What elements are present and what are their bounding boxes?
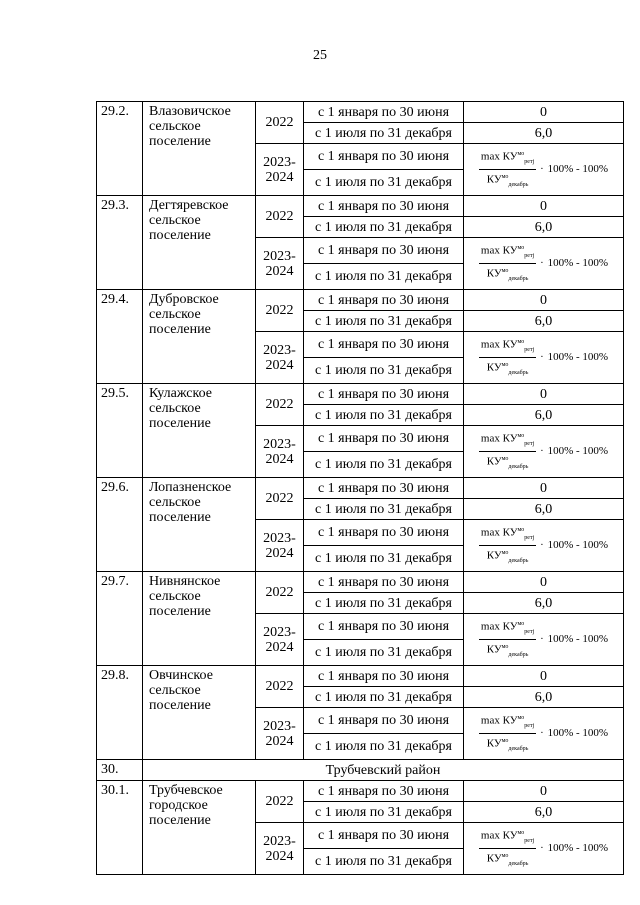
year-cell: 2023-2024	[256, 426, 304, 478]
period-cell: с 1 июля по 31 декабря	[304, 358, 464, 384]
year-cell: 2022	[256, 478, 304, 520]
formula-denominator: $КУ^{мо}_{декабрь}$	[486, 643, 529, 658]
formula-denominator: $КУ^{мо}_{декабрь}$	[486, 737, 529, 752]
formula-rest: 100% - 100%	[547, 257, 609, 269]
district-row	[97, 760, 624, 781]
formula-cell	[464, 708, 624, 760]
period-cell: с 1 июля по 31 декабря	[304, 734, 464, 760]
row-number: 29.2.	[97, 102, 143, 196]
row-number: 29.7.	[97, 572, 143, 666]
formula-fraction	[479, 242, 536, 285]
year-cell: 2023-2024	[256, 144, 304, 196]
value-cell: 0	[464, 781, 624, 802]
year-cell: 2022	[256, 384, 304, 426]
period-cell: с 1 июля по 31 декабря	[304, 217, 464, 238]
formula-numerator: $\max КУ^{мо}_{ретj}$	[479, 242, 536, 264]
period-cell: с 1 января по 30 июня	[304, 572, 464, 593]
formula	[464, 618, 623, 661]
formula-denominator: $КУ^{мо}_{декабрь}$	[486, 852, 529, 867]
formula-cell	[464, 332, 624, 384]
period-cell: с 1 января по 30 июня	[304, 238, 464, 264]
year-cell: 2023-2024	[256, 520, 304, 572]
district-name: Трубчевский район	[143, 760, 624, 781]
period-cell: с 1 июля по 31 декабря	[304, 687, 464, 708]
formula-multiply: ·	[540, 352, 544, 363]
formula-fraction	[479, 336, 536, 379]
formula-rest: 100% - 100%	[547, 163, 609, 175]
table-row	[97, 290, 624, 311]
period-cell: с 1 июля по 31 декабря	[304, 170, 464, 196]
value-cell: 6,0	[464, 499, 624, 520]
period-cell: с 1 января по 30 июня	[304, 781, 464, 802]
period-cell: с 1 января по 30 июня	[304, 666, 464, 687]
page-number: 25	[313, 48, 327, 63]
period-cell: с 1 января по 30 июня	[304, 196, 464, 217]
period-cell: с 1 июля по 31 декабря	[304, 640, 464, 666]
formula-cell	[464, 426, 624, 478]
row-number: 29.3.	[97, 196, 143, 290]
period-cell: с 1 июля по 31 декабря	[304, 546, 464, 572]
period-cell: с 1 июля по 31 декабря	[304, 405, 464, 426]
year-cell: 2022	[256, 572, 304, 614]
formula-multiply: ·	[540, 728, 544, 739]
formula-multiply: ·	[540, 164, 544, 175]
formula-denominator: $КУ^{мо}_{декабрь}$	[486, 549, 529, 564]
period-cell: с 1 июля по 31 декабря	[304, 593, 464, 614]
formula-denominator: $КУ^{мо}_{декабрь}$	[486, 361, 529, 376]
table-row	[97, 196, 624, 217]
period-cell: с 1 января по 30 июня	[304, 708, 464, 734]
settlement-name: Овчинское сельское поселение	[143, 666, 256, 760]
period-cell: с 1 января по 30 июня	[304, 478, 464, 499]
year-cell: 2022	[256, 781, 304, 823]
period-cell: с 1 января по 30 июня	[304, 520, 464, 546]
row-number: 29.8.	[97, 666, 143, 760]
formula	[464, 336, 623, 379]
year-cell: 2023-2024	[256, 708, 304, 760]
period-cell: с 1 июля по 31 декабря	[304, 123, 464, 144]
formula	[464, 524, 623, 567]
value-cell: 6,0	[464, 802, 624, 823]
value-cell: 6,0	[464, 687, 624, 708]
value-cell: 0	[464, 102, 624, 123]
formula-numerator: $\max КУ^{мо}_{ретj}$	[479, 524, 536, 546]
value-cell: 6,0	[464, 405, 624, 426]
formula-cell	[464, 823, 624, 875]
period-cell: с 1 января по 30 июня	[304, 823, 464, 849]
period-cell: с 1 июля по 31 декабря	[304, 802, 464, 823]
value-cell: 6,0	[464, 217, 624, 238]
settlement-name: Нивнянское сельское поселение	[143, 572, 256, 666]
settlement-name: Влазовичское сельское поселение	[143, 102, 256, 196]
formula-numerator: $\max КУ^{мо}_{ретj}$	[479, 618, 536, 640]
year-cell: 2022	[256, 666, 304, 708]
row-number: 29.5.	[97, 384, 143, 478]
formula-fraction	[479, 524, 536, 567]
period-cell: с 1 января по 30 июня	[304, 614, 464, 640]
year-cell: 2023-2024	[256, 823, 304, 875]
value-cell: 0	[464, 572, 624, 593]
settlement-name: Кулажское сельское поселение	[143, 384, 256, 478]
value-cell: 0	[464, 290, 624, 311]
formula	[464, 148, 623, 191]
period-cell: с 1 января по 30 июня	[304, 102, 464, 123]
formula-numerator: $\max КУ^{мо}_{ретj}$	[479, 712, 536, 734]
formula-numerator: $\max КУ^{мо}_{ретj}$	[479, 430, 536, 452]
table-row	[97, 666, 624, 687]
value-cell: 0	[464, 666, 624, 687]
formula-multiply: ·	[540, 634, 544, 645]
formula	[464, 827, 623, 870]
formula-multiply: ·	[540, 540, 544, 551]
formula-rest: 100% - 100%	[547, 633, 609, 645]
period-cell: с 1 июля по 31 декабря	[304, 452, 464, 478]
settlement-name: Трубчевское городское поселение	[143, 781, 256, 875]
formula-fraction	[479, 148, 536, 191]
formula-rest: 100% - 100%	[547, 842, 609, 854]
formula-rest: 100% - 100%	[547, 445, 609, 457]
table-row	[97, 478, 624, 499]
formula	[464, 430, 623, 473]
formula-numerator: $\max КУ^{мо}_{ретj}$	[479, 148, 536, 170]
formula	[464, 242, 623, 285]
year-cell: 2023-2024	[256, 614, 304, 666]
year-cell: 2022	[256, 290, 304, 332]
period-cell: с 1 июля по 31 декабря	[304, 849, 464, 875]
year-cell: 2023-2024	[256, 238, 304, 290]
value-cell: 6,0	[464, 123, 624, 144]
formula-denominator: $КУ^{мо}_{декабрь}$	[486, 173, 529, 188]
rates-table	[96, 101, 624, 875]
value-cell: 6,0	[464, 311, 624, 332]
row-number: 29.6.	[97, 478, 143, 572]
formula-cell	[464, 238, 624, 290]
table-row	[97, 572, 624, 593]
formula-rest: 100% - 100%	[547, 351, 609, 363]
year-cell: 2022	[256, 102, 304, 144]
row-number: 30.	[97, 760, 143, 781]
formula-fraction	[479, 430, 536, 473]
period-cell: с 1 января по 30 июня	[304, 426, 464, 452]
table-row	[97, 384, 624, 405]
formula-cell	[464, 614, 624, 666]
value-cell: 0	[464, 478, 624, 499]
period-cell: с 1 июля по 31 декабря	[304, 499, 464, 520]
period-cell: с 1 января по 30 июня	[304, 144, 464, 170]
period-cell: с 1 января по 30 июня	[304, 290, 464, 311]
formula-numerator: $\max КУ^{мо}_{ретj}$	[479, 336, 536, 358]
table-row	[97, 781, 624, 802]
formula-rest: 100% - 100%	[547, 539, 609, 551]
formula-fraction	[479, 827, 536, 870]
period-cell: с 1 января по 30 июня	[304, 332, 464, 358]
period-cell: с 1 июля по 31 декабря	[304, 311, 464, 332]
settlement-name: Лопазненское сельское поселение	[143, 478, 256, 572]
formula-rest: 100% - 100%	[547, 727, 609, 739]
value-cell: 6,0	[464, 593, 624, 614]
settlement-name: Дегтяревское сельское поселение	[143, 196, 256, 290]
formula-cell	[464, 520, 624, 572]
formula-numerator: $\max КУ^{мо}_{ретj}$	[479, 827, 536, 849]
period-cell: с 1 января по 30 июня	[304, 384, 464, 405]
value-cell: 0	[464, 196, 624, 217]
formula-multiply: ·	[540, 258, 544, 269]
year-cell: 2022	[256, 196, 304, 238]
formula-denominator: $КУ^{мо}_{декабрь}$	[486, 455, 529, 470]
rates-table-body	[97, 102, 624, 875]
year-cell: 2023-2024	[256, 332, 304, 384]
period-cell: с 1 июля по 31 декабря	[304, 264, 464, 290]
row-number: 29.4.	[97, 290, 143, 384]
formula-multiply: ·	[540, 446, 544, 457]
row-number: 30.1.	[97, 781, 143, 875]
formula-denominator: $КУ^{мо}_{декабрь}$	[486, 267, 529, 282]
formula-fraction	[479, 712, 536, 755]
formula-fraction	[479, 618, 536, 661]
formula-multiply: ·	[540, 843, 544, 854]
value-cell: 0	[464, 384, 624, 405]
settlement-name: Дубровское сельское поселение	[143, 290, 256, 384]
formula	[464, 712, 623, 755]
table-row	[97, 102, 624, 123]
formula-cell	[464, 144, 624, 196]
